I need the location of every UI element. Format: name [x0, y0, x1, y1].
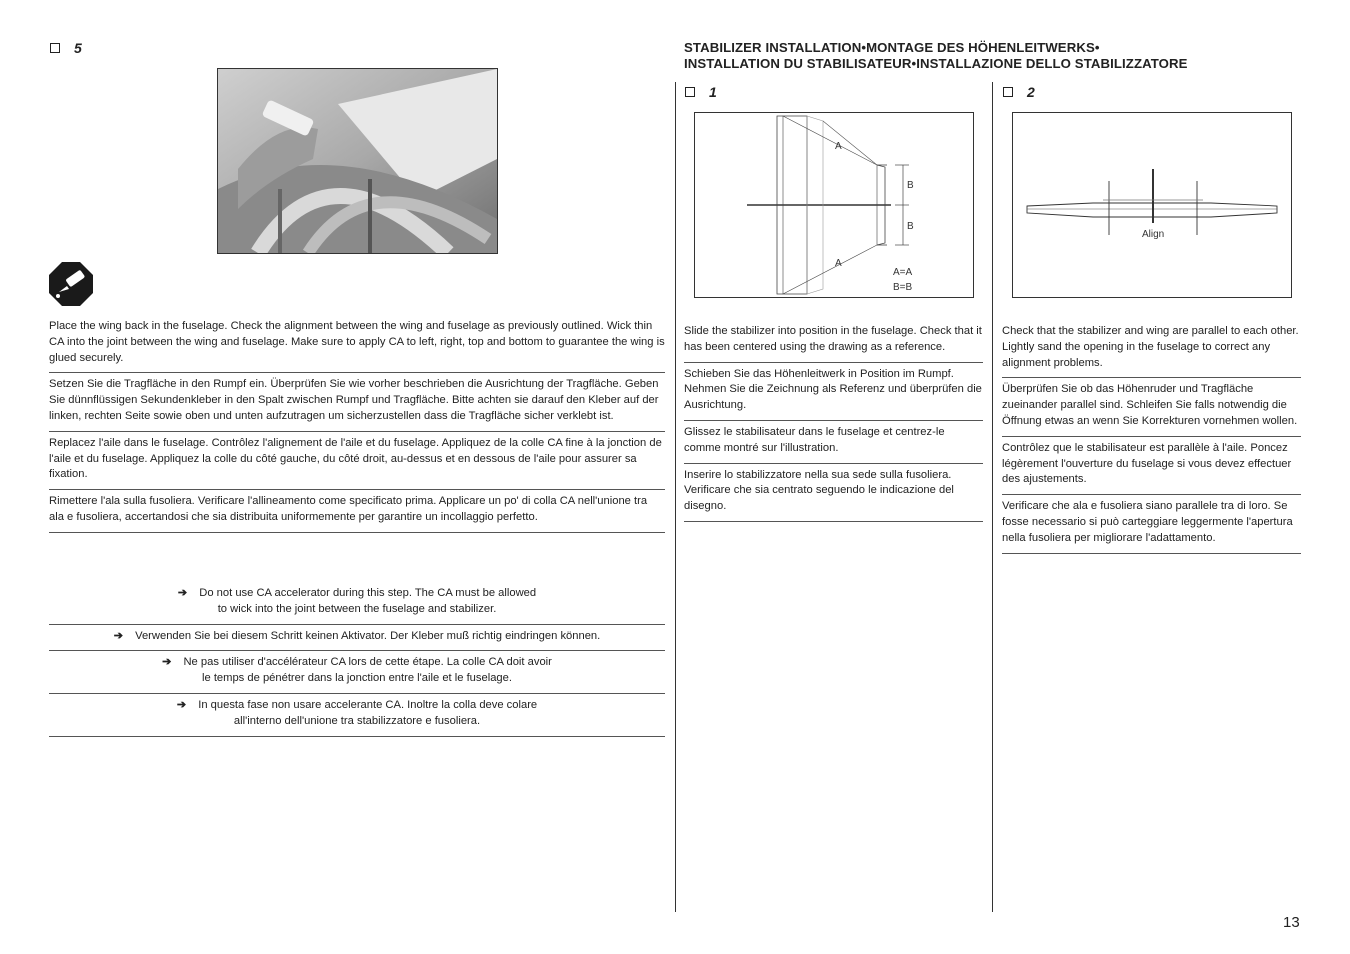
- paragraph-de: Setzen Sie die Tragfläche in den Rumpf ein. Überprüfen Sie wie vorher beschrieben die Ausrichtung der Tragfläche. Geben Sie dünnflüssigen Sekundenkleber in den Spalt zwischen Rumpf und Tragfläche. Bitte achten sie darauf den Kleber auf der linken, rechten Seite sowie oben und unten aufzutragen um sicherzustellen dass die Tragfläche sicher verklebt ist.: [49, 373, 665, 431]
- checkbox-icon[interactable]: [1003, 87, 1013, 97]
- step-number: 1: [709, 84, 717, 100]
- align-label: Align: [1142, 229, 1165, 240]
- paragraph-de: Schieben Sie das Höhenleitwerk in Position im Rumpf. Nehmen Sie die Zeichnung als Referenz und überprüfen die Ausrichtung.: [684, 363, 983, 421]
- label-b: B: [907, 180, 914, 191]
- page-number: 13: [1283, 914, 1300, 931]
- column-divider: [675, 82, 676, 912]
- warning-de: ➔ Verwenden Sie bei diesem Schritt keinen Aktivator. Der Kleber muß richtig eindringen können.: [49, 625, 665, 652]
- warnings: [49, 586, 665, 737]
- paragraph-it: Verificare che ala e fusoliera siano parallele tra di loro. Se fosse necessario si può carteggiare leggermente l'apertura nella fusoliera per migliorare l'adattamento.: [1002, 495, 1301, 553]
- label-b: B: [907, 221, 914, 232]
- arrow-icon: ➔: [177, 587, 188, 599]
- step-1-header: [685, 84, 717, 100]
- wing-glue-photo: [217, 68, 498, 254]
- label-a: A: [835, 258, 842, 269]
- arrow-icon: ➔: [113, 629, 124, 642]
- checkbox-icon[interactable]: [685, 87, 695, 97]
- paragraph-fr: Glissez le stabilisateur dans le fuselage et centrez-le comme montré sur l'illustration.: [684, 421, 983, 464]
- label-a: A: [835, 141, 842, 152]
- paragraph-fr: Replacez l'aile dans le fuselage. Contrôlez l'alignement de l'aile et du fuselage. Appliquez de la colle CA fine à la jonction de l'aile et du fuselage. Appliquez la colle du côté gauche, du côté droit, au-dessus et en dessous de l'aile pour assurer sa fixation.: [49, 432, 665, 490]
- step-1-instructions: [684, 324, 983, 522]
- paragraph-de: Überprüfen Sie ob das Höhenruder und Tragfläche zueinander parallel sind. Schleifen Sie falls notwendig die Öffnung etwas an wenn Sie Korrekturen vornehmen wollen.: [1002, 378, 1301, 436]
- section-heading: STABILIZER INSTALLATION•MONTAGE DES HÖHENLEITWERKS• INSTALLATION DU STABILISATEUR•INSTALLAZIONE DELLO STABILIZZATORE: [684, 40, 1188, 71]
- step-5-header: [50, 40, 82, 56]
- arrow-icon: ➔: [176, 698, 187, 711]
- column-divider: [992, 82, 993, 912]
- paragraph-en: Place the wing back in the fuselage. Check the alignment between the wing and fuselage as previously outlined. Wick thin CA into the joint between the wing and fuselage. Make sure to apply CA to left, right, top and bottom to guarantee the wing is glued securely.: [49, 319, 665, 373]
- left-instructions: [49, 319, 665, 533]
- warning-en: ➔ Do not use CA accelerator during this step. The CA must be allowed to wick into the joint between the fuselage and stabilizer.: [49, 586, 665, 625]
- step-number: 5: [74, 40, 82, 56]
- arrow-icon: ➔: [162, 656, 172, 669]
- paragraph-it: Rimettere l'ala sulla fusoliera. Verificare l'allineamento come specificato prima. Applicare un po' di colla CA nell'unione tra ala e fusoliera, accertandosi che sia distribuita uniformemente per garantire un incollaggio perfetto.: [49, 490, 665, 533]
- paragraph-fr: Contrôlez que le stabilisateur est parallèle à l'aile. Poncez légèrement l'ouverture du fuselage si vous devez effectuer des ajustements.: [1002, 437, 1301, 495]
- paragraph-en: Check that the stabilizer and wing are parallel to each other. Lightly sand the opening in the fuselage to correct any alignment problems.: [1002, 324, 1301, 378]
- stabilizer-diagram: [694, 112, 974, 298]
- alignment-diagram: [1012, 112, 1292, 298]
- ca-glue-icon: [49, 262, 93, 306]
- step-number: 2: [1027, 84, 1035, 100]
- checkbox-icon[interactable]: [50, 43, 60, 53]
- step-2-instructions: [1002, 324, 1301, 554]
- step-2-header: [1003, 84, 1035, 100]
- label-b-equals-b: B=B: [893, 282, 913, 293]
- paragraph-it: Inserire lo stabilizzatore nella sua sede sulla fusoliera. Verificare che sia centrato seguendo le indicazione del disegno.: [684, 464, 983, 522]
- warning-fr: ➔ Ne pas utiliser d'accélérateur CA lors de cette étape. La colle CA doit avoir le temps de pénétrer dans la jonction entre l'aile et le fuselage.: [49, 651, 665, 694]
- label-a-equals-a: A=A: [893, 267, 913, 278]
- warning-it: ➔ In questa fase non usare accelerante CA. Inoltre la colla deve colare all'interno dell'unione tra stabilizzatore e fusoliera.: [49, 694, 665, 737]
- paragraph-en: Slide the stabilizer into position in the fuselage. Check that it has been centered using the drawing as a reference.: [684, 324, 983, 363]
